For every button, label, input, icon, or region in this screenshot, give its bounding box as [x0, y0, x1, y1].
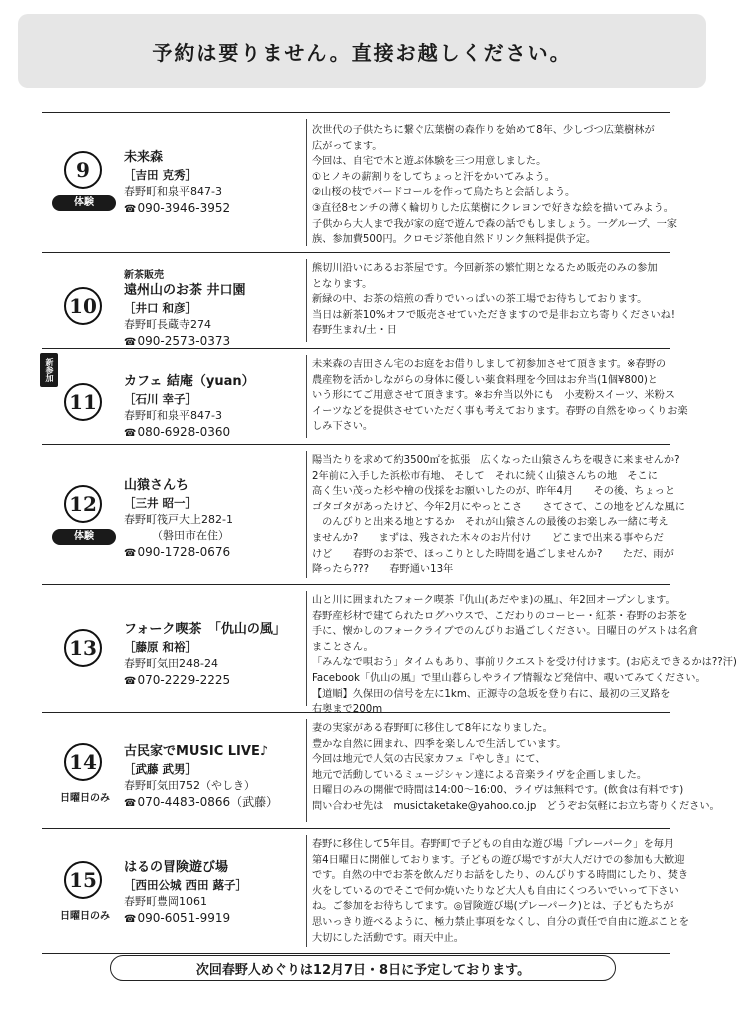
vendor-info — [124, 621, 304, 690]
description-line: いう形にてご用意させて頂きます。※お弁当以外にも 小麦粉スイーツ、米粉ス — [312, 390, 675, 402]
description-line: イーツなどを提供させていただく事も考えております。春野の自然をゆっくりお楽 — [312, 405, 688, 417]
column-divider — [306, 259, 307, 342]
column-divider — [306, 591, 307, 706]
description-line: 広がってます。 — [312, 140, 383, 152]
vendor-description — [312, 123, 678, 248]
description-line: 高く生い茂った杉や檜の伐採をお願いしたのが、昨年4月 その後、ちょっと — [312, 486, 676, 498]
description-line: ゴタゴタがあったけど、今年2月にやっとこさ さてさて、この地をどんな風に — [312, 501, 685, 513]
vendor-description — [312, 593, 737, 718]
entry-number: 12 — [64, 485, 102, 523]
entry-list — [42, 112, 737, 954]
sunday-only-label: 日曜日のみ — [60, 911, 110, 922]
vendor-phone: ☎ 070-2229-2225 — [124, 672, 304, 690]
vendor-name: 山猿さんち — [124, 478, 190, 493]
description-line: 妻の実家がある春野町に移住して8年になりました。 — [312, 723, 553, 734]
notice-text: 予約は要りません。直接お越しください。 — [152, 40, 572, 65]
description-line: 農産物を活かしながらの身体に優しい薬食料理を今回はお弁当(1個¥800)と — [312, 374, 658, 386]
description-line: 族、参加費500円。クロモジ茶他自然ドリンク無料提供予定。 — [312, 234, 597, 246]
vendor-address: 春野町気田752（やしき） — [124, 779, 255, 792]
entry-row — [42, 828, 689, 954]
vendor-address: 春野町気田248-24 — [124, 657, 218, 670]
representative-name: ［武藤 武男］ — [124, 762, 198, 776]
column-divider — [306, 451, 307, 578]
description-line: 「みんなで唄おう」タイムもあり、事前リクエストを受け付けます。(お応えできるかは??汗) — [312, 657, 737, 669]
description-line: ね。ご参加をお待ちしてます。◎冒険遊び場(プレーパーク)とは、子どもたちが — [312, 901, 674, 913]
new-participant-tag: 新参加 — [40, 353, 58, 387]
entry-number: 9 — [64, 151, 102, 189]
description-line: 2年前に入手した浜松市有地、 そして それに続く山猿さんちの地 そこに — [312, 470, 658, 482]
vendor-phone: ☎ 090-3946-3952 — [124, 200, 304, 218]
vendor-address: 春野町豊岡1061 — [124, 895, 207, 908]
representative-name: ［三井 昭一］ — [124, 496, 198, 510]
vendor-phone: ☎ 090-6051-9919 — [124, 910, 304, 928]
sunday-only-label: 日曜日のみ — [60, 793, 110, 804]
description-line: ませんか? まずは、残された木々のお片付け どこまで出来る事やらだ — [312, 532, 664, 544]
column-divider — [306, 355, 307, 438]
description-line: 大切にした活動です。雨天中止。 — [312, 932, 464, 944]
entry-number: 15 — [64, 861, 102, 899]
description-line: 春野に移住して5年目。春野町で子どもの自由な遊び場「プレーパーク」を毎月 — [312, 839, 675, 850]
description-line: まことさん。 — [312, 641, 374, 653]
entry-number: 11 — [64, 383, 102, 421]
vendor-address: 春野町長蔵寺274 — [124, 318, 211, 331]
vendor-description — [312, 837, 689, 946]
description-line: 思いっきり遊べるように、極力禁止事項をなくし、自分の責任で自由に遊ぶことを — [312, 916, 689, 928]
entry-row — [42, 712, 720, 828]
description-line: 降ったら??? 春野通い13年 — [312, 564, 454, 576]
vendor-info — [124, 373, 304, 442]
representative-name: ［石川 幸子］ — [124, 392, 198, 406]
next-event-notice — [110, 955, 616, 981]
column-divider — [306, 835, 307, 947]
description-line: 当日は新茶10%オフで販売させていただきますので是非お立ち寄りくださいね! — [312, 309, 675, 321]
description-line: です。自然の中でお茶を飲んだりお話をしたり、のんびりする時間にしたり、焚き — [312, 870, 689, 882]
column-divider — [306, 719, 307, 822]
experience-badge: 体験 — [52, 195, 116, 211]
description-line: 次世代の子供たちに繋ぐ広葉樹の森作りを始めて8年、少しづつ広葉樹林が — [312, 125, 655, 136]
description-line: 【道順】久保田の信号を左に1km、正源寺の急坂を登り右に、最初の三叉路を — [312, 688, 671, 700]
vendor-address: 春野町筏戸大上282-1 — [124, 513, 233, 526]
description-line: ①ヒノキの薪割りをしてちょっと汗をかいてみよう。 — [312, 171, 555, 183]
description-line: Facebook「仇山の風」で里山暮らしやライブ情報など発信中、覗いてみてください。 — [312, 672, 706, 684]
description-line: のんびりと出来る地とするか それが山猿さんの最後のお楽しみ一緒に考え — [312, 517, 669, 529]
vendor-info — [124, 149, 304, 218]
description-line: 手に、懐かしのフォークライブでのんびりお過ごしください。日曜日のゲストは名倉 — [312, 626, 698, 638]
column-divider — [306, 119, 307, 246]
description-line: しみ下さい。 — [312, 421, 374, 433]
vendor-description — [312, 721, 720, 815]
representative-name: ［西田公城 西田 蕗子］ — [124, 878, 248, 892]
vendor-phone: ☎ 080-6928-0360 — [124, 424, 304, 442]
description-line: 問い合わせ先は musictaketake@yahoo.co.jp どうぞお気軽にお立ち寄りください。 — [312, 800, 720, 812]
vendor-name: 古民家でMUSIC LIVE♪ — [124, 744, 269, 759]
experience-badge: 体験 — [52, 529, 116, 545]
vendor-info — [124, 859, 304, 928]
vendor-name: フォーク喫茶 「仇山の風」 — [124, 622, 286, 637]
vendor-info — [124, 477, 304, 562]
entry-row — [42, 444, 685, 584]
description-line: ②山桜の枝でバードコールを作って鳥たちと会話しよう。 — [312, 187, 576, 199]
entry-number: 14 — [64, 743, 102, 781]
description-line: 春野産杉材で建てられたログハウスで、こだわりのコーヒー・紅茶・春野のお茶を — [312, 610, 688, 622]
notice-banner — [18, 14, 706, 88]
vendor-category: 新茶販売 — [124, 270, 164, 281]
description-line: けど 春野のお茶で、ほっこりとした時間を過ごしませんか? ただ、雨が — [312, 548, 674, 560]
entry-row — [42, 112, 678, 252]
vendor-phone: ☎ 090-2573-0373 — [124, 333, 304, 351]
vendor-address: 春野町和泉平847-3 — [124, 185, 222, 198]
entry-number: 13 — [64, 629, 102, 667]
description-line: 日曜日のみの開催で時間は14:00～16:00、ライヴは無料です。(飲食は有料です) — [312, 785, 684, 797]
description-line: 第4日曜日に開催しております。子どもの遊び場ですが大人だけでの参加も大歓迎 — [312, 854, 685, 866]
representative-name: ［井口 和彦］ — [124, 301, 198, 315]
description-line: 新緑の中、お茶の焙煎の香りでいっぱいの茶工場でお待ちしております。 — [312, 294, 648, 306]
description-line: 山と川に囲まれたフォーク喫茶『仇山(あだやま)の風』、年2回オープンします。 — [312, 595, 676, 606]
vendor-name: カフェ 結庵（yuan） — [124, 374, 255, 389]
description-line: 地元で活動しているミュージシャン達による音楽ライヴを企画しました。 — [312, 769, 648, 781]
description-line: ③直径8センチの薄く輪切りした広葉樹にクレヨンで好きな絵を描いてみよう。 — [312, 202, 674, 214]
description-line: 火をしているのでそこで何か焼いたりなど大人も自由にくつろいでいって下さい — [312, 885, 679, 897]
entry-row — [42, 348, 688, 444]
next-event-text: 次回春野人めぐりは12月7日・8日に予定しております。 — [195, 962, 531, 978]
description-line: 右奥まで200m — [312, 704, 383, 716]
vendor-description — [312, 261, 675, 339]
vendor-address: 春野町和泉平847-3 — [124, 409, 222, 422]
vendor-name: はるの冒険遊び場 — [124, 860, 229, 875]
description-line: 子供から大人まで我が家の庭で遊んで森の話でもしましょう。一グループ、一家 — [312, 218, 678, 230]
vendor-info — [124, 743, 304, 812]
vendor-description — [312, 453, 685, 578]
description-line: 今回は地元で人気の古民家カフェ『やしき』にて、 — [312, 754, 546, 766]
entry-row — [42, 584, 737, 716]
representative-name: ［藤原 和裕］ — [124, 640, 198, 654]
description-line: 豊かな自然に囲まれ、四季を楽しんで生活しています。 — [312, 738, 567, 750]
vendor-name: 未来森 — [124, 150, 164, 165]
description-line: 春野生まれ/土・日 — [312, 325, 397, 337]
vendor-description — [312, 357, 688, 435]
entry-number: 10 — [64, 287, 102, 325]
vendor-phone: ☎ 070-4483-0866（武藤） — [124, 794, 304, 812]
description-line: 熊切川沿いにあるお茶屋です。今回新茶の繁忙期となるため販売のみの参加 — [312, 263, 658, 274]
description-line: 陽当たりを求めて約3500㎡を拡張 広くなった山猿さんちを覗きに来ませんか? — [312, 455, 680, 466]
entry-row — [42, 252, 675, 348]
vendor-residence: （磐田市在住） — [152, 529, 229, 542]
description-line: 未来森の吉田さん宅のお庭をお借りしまして初参加させて頂きます。※春野の — [312, 359, 667, 370]
vendor-info — [124, 269, 304, 351]
description-line: となります。 — [312, 278, 373, 290]
vendor-name: 遠州山のお茶 井口園 — [124, 283, 246, 298]
description-line: 今回は、自宅で木と遊ぶ体験を三つ用意しました。 — [312, 156, 547, 168]
vendor-phone: ☎ 090-1728-0676 — [124, 544, 304, 562]
representative-name: ［吉田 克秀］ — [124, 168, 198, 182]
